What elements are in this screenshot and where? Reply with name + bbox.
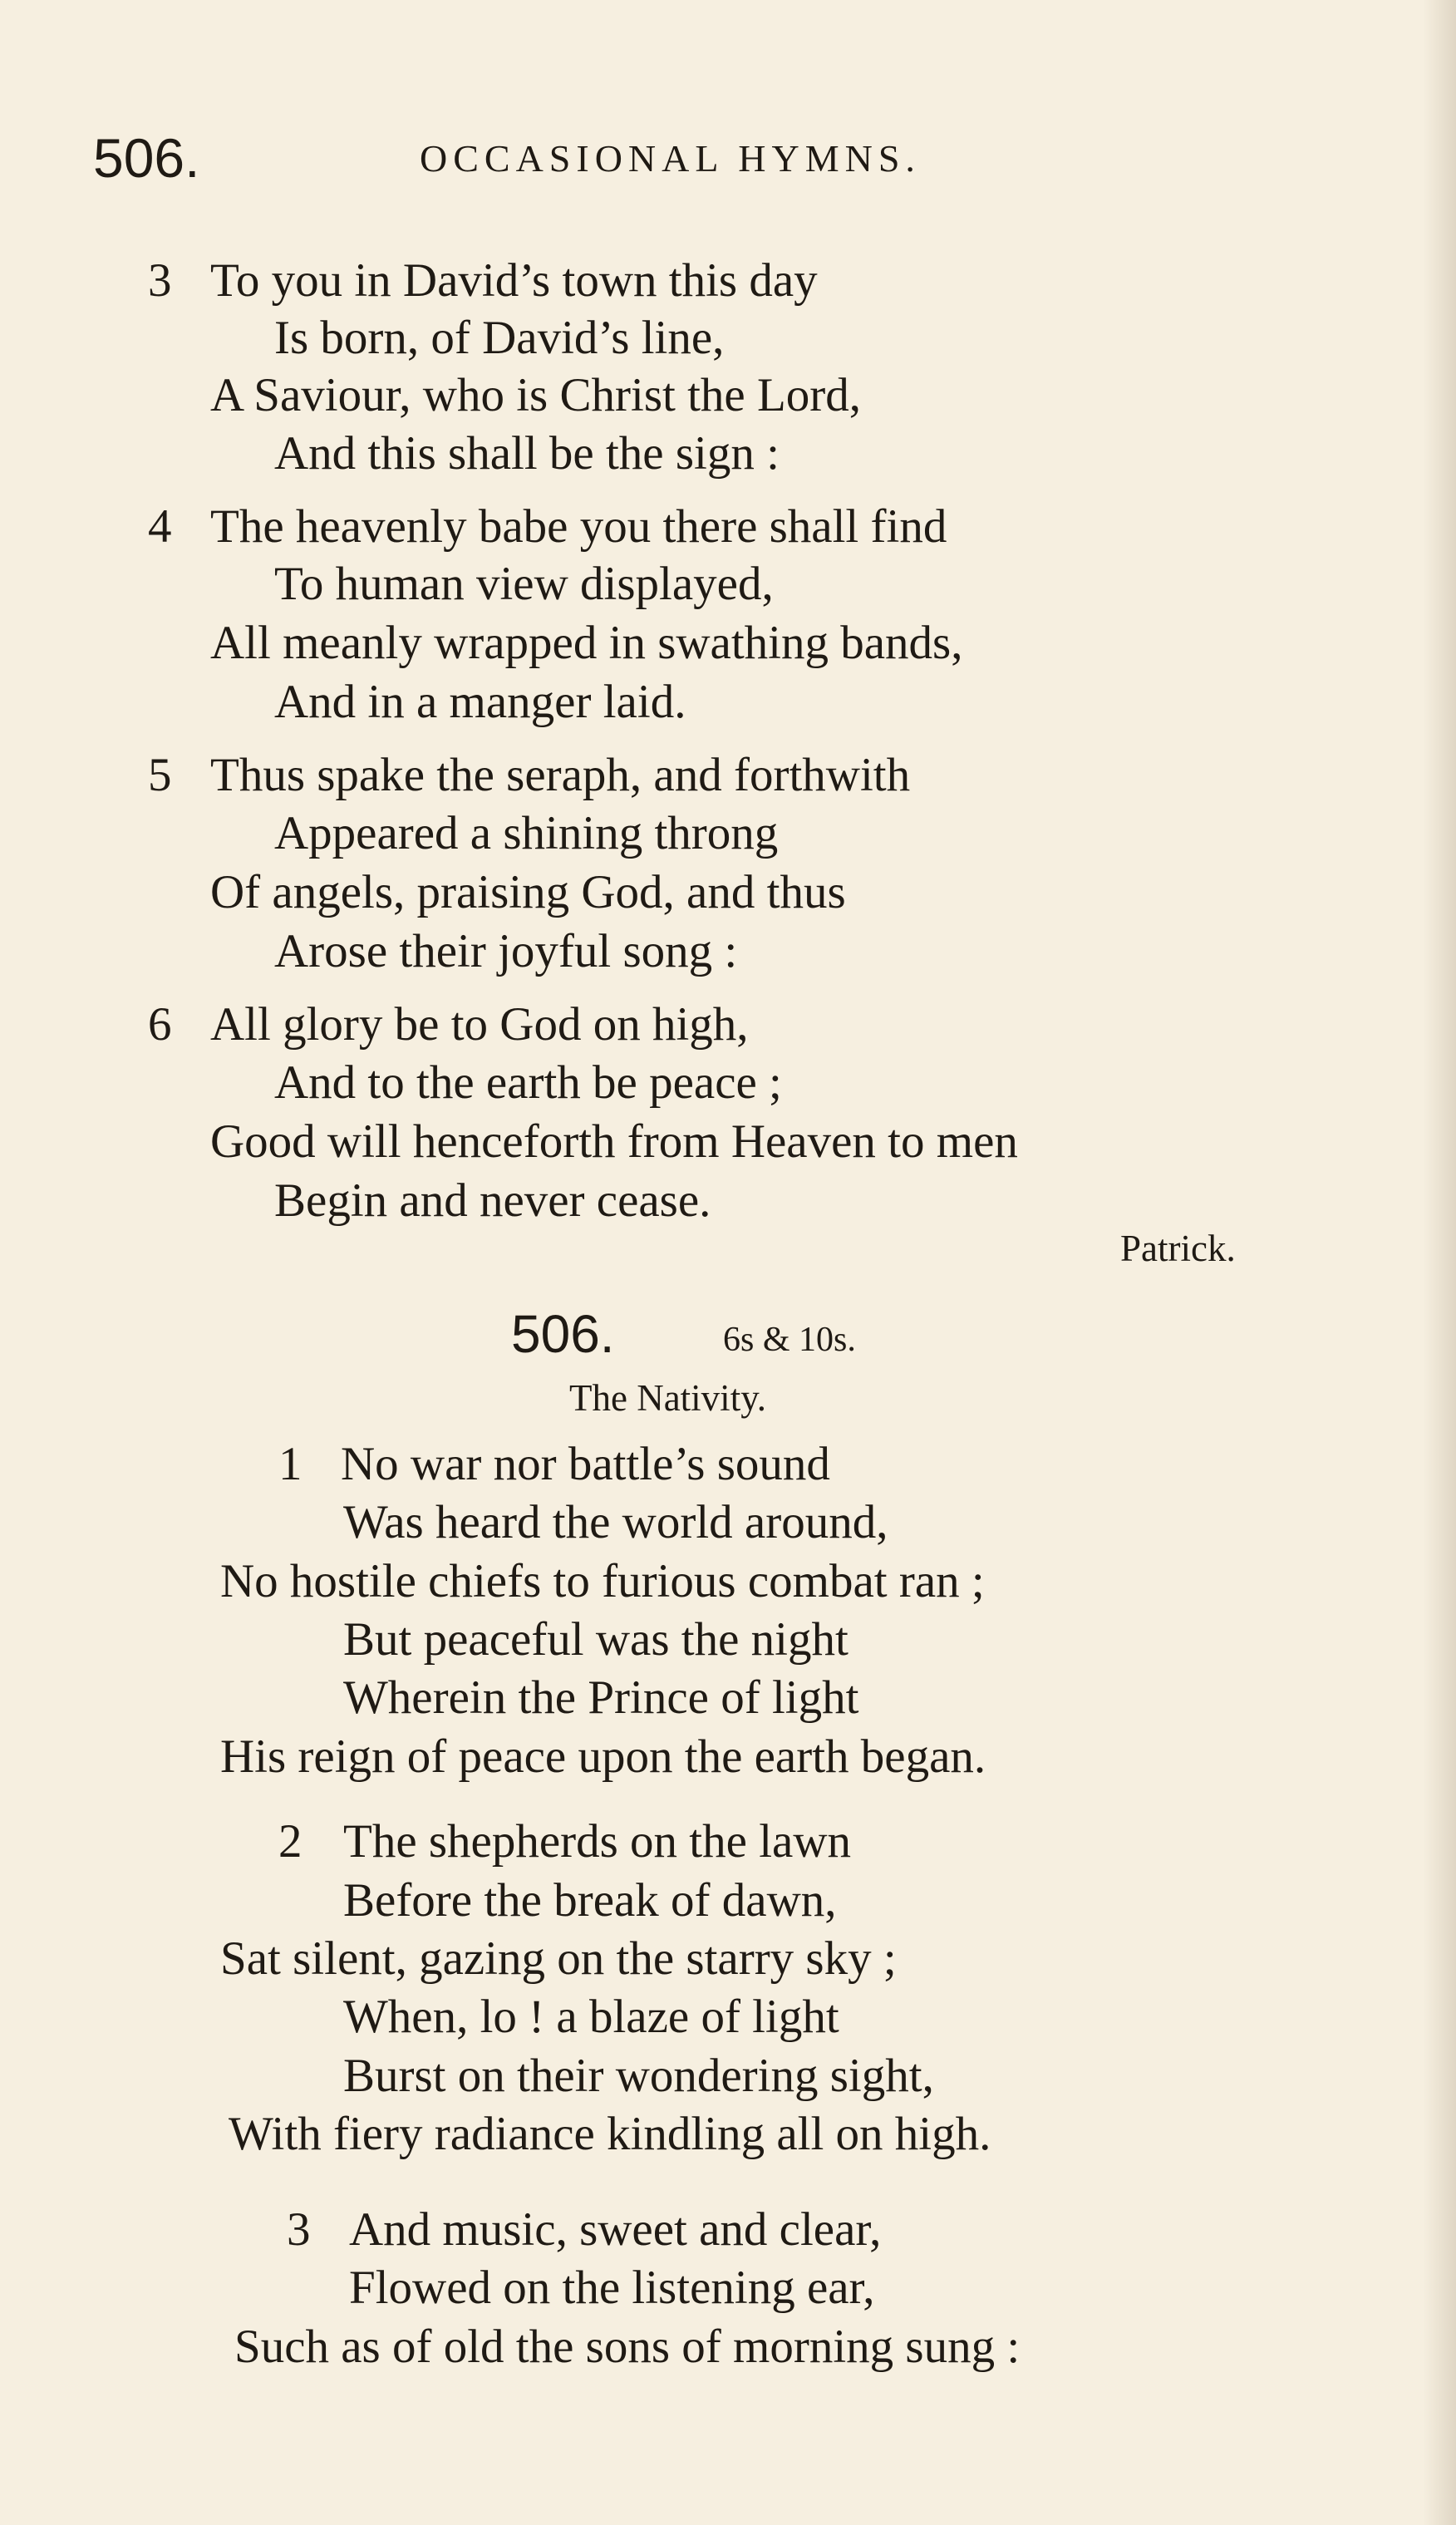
verse-line: And this shall be the sign : bbox=[274, 427, 780, 480]
verse-line: Before the break of dawn, bbox=[343, 1874, 837, 1927]
verse-line: Sat silent, gazing on the starry sky ; bbox=[220, 1932, 897, 1985]
verse-line: All glory be to God on high, bbox=[210, 998, 749, 1051]
verse-line: Is born, of David’s line, bbox=[274, 312, 725, 364]
verse-line: And music, sweet and clear, bbox=[349, 2203, 882, 2256]
hymn-subtitle: The Nativity. bbox=[569, 1377, 767, 1419]
verse-line: But peaceful was the night bbox=[343, 1613, 849, 1666]
stanza-number: 2 bbox=[278, 1815, 303, 1868]
verse-line: His reign of peace upon the earth began. bbox=[220, 1730, 986, 1783]
verse-line: No war nor battle’s sound bbox=[341, 1438, 830, 1490]
stanza-number: 5 bbox=[148, 749, 172, 801]
verse-line: Of angels, praising God, and thus bbox=[210, 866, 846, 918]
verse-line: Arose their joyful song : bbox=[274, 925, 738, 977]
verse-line: Thus spake the seraph, and forthwith bbox=[210, 749, 911, 801]
author-attribution: Patrick. bbox=[1120, 1228, 1236, 1269]
verse-line: All meanly wrapped in swathing bands, bbox=[210, 617, 963, 669]
page-number: 506. bbox=[93, 127, 200, 189]
verse-line: With fiery radiance kindling all on high. bbox=[229, 2108, 991, 2160]
stanza-number: 1 bbox=[278, 1438, 303, 1490]
stanza-number: 6 bbox=[148, 998, 172, 1051]
running-title: OCCASIONAL HYMNS. bbox=[420, 137, 921, 180]
verse-line: A Saviour, who is Christ the Lord, bbox=[210, 369, 862, 421]
verse-line: And to the earth be peace ; bbox=[274, 1056, 782, 1109]
verse-line: And in a manger laid. bbox=[274, 676, 686, 728]
hymn-meter: 6s & 10s. bbox=[723, 1321, 856, 1359]
page-header bbox=[0, 125, 1456, 191]
verse-line: No hostile chiefs to furious combat ran ; bbox=[220, 1555, 985, 1607]
verse-line: Good will henceforth from Heaven to men bbox=[210, 1115, 1018, 1168]
verse-line: Wherein the Prince of light bbox=[343, 1671, 859, 1724]
verse-line: The shepherds on the lawn bbox=[343, 1815, 851, 1868]
verse-line: To you in David’s town this day bbox=[210, 254, 818, 307]
verse-line: Begin and never cease. bbox=[274, 1174, 711, 1227]
hymn-number: 506. bbox=[511, 1304, 615, 1364]
stanza-number: 3 bbox=[148, 254, 172, 307]
verse-line: Was heard the world around, bbox=[343, 1496, 888, 1548]
stanza-number: 3 bbox=[287, 2203, 311, 2256]
verse-line: To human view displayed, bbox=[274, 558, 774, 610]
page-edge-shadow bbox=[1423, 0, 1456, 2525]
verse-line: Such as of old the sons of morning sung : bbox=[234, 2321, 1021, 2373]
verse-line: The heavenly babe you there shall find bbox=[210, 500, 947, 553]
stanza-number: 4 bbox=[148, 500, 172, 553]
verse-line: Burst on their wondering sight, bbox=[343, 2050, 934, 2102]
verse-line: Appeared a shining throng bbox=[274, 807, 779, 859]
verse-line: Flowed on the listening ear, bbox=[349, 2262, 875, 2314]
verse-line: When, lo ! a blaze of light bbox=[343, 1991, 839, 2043]
